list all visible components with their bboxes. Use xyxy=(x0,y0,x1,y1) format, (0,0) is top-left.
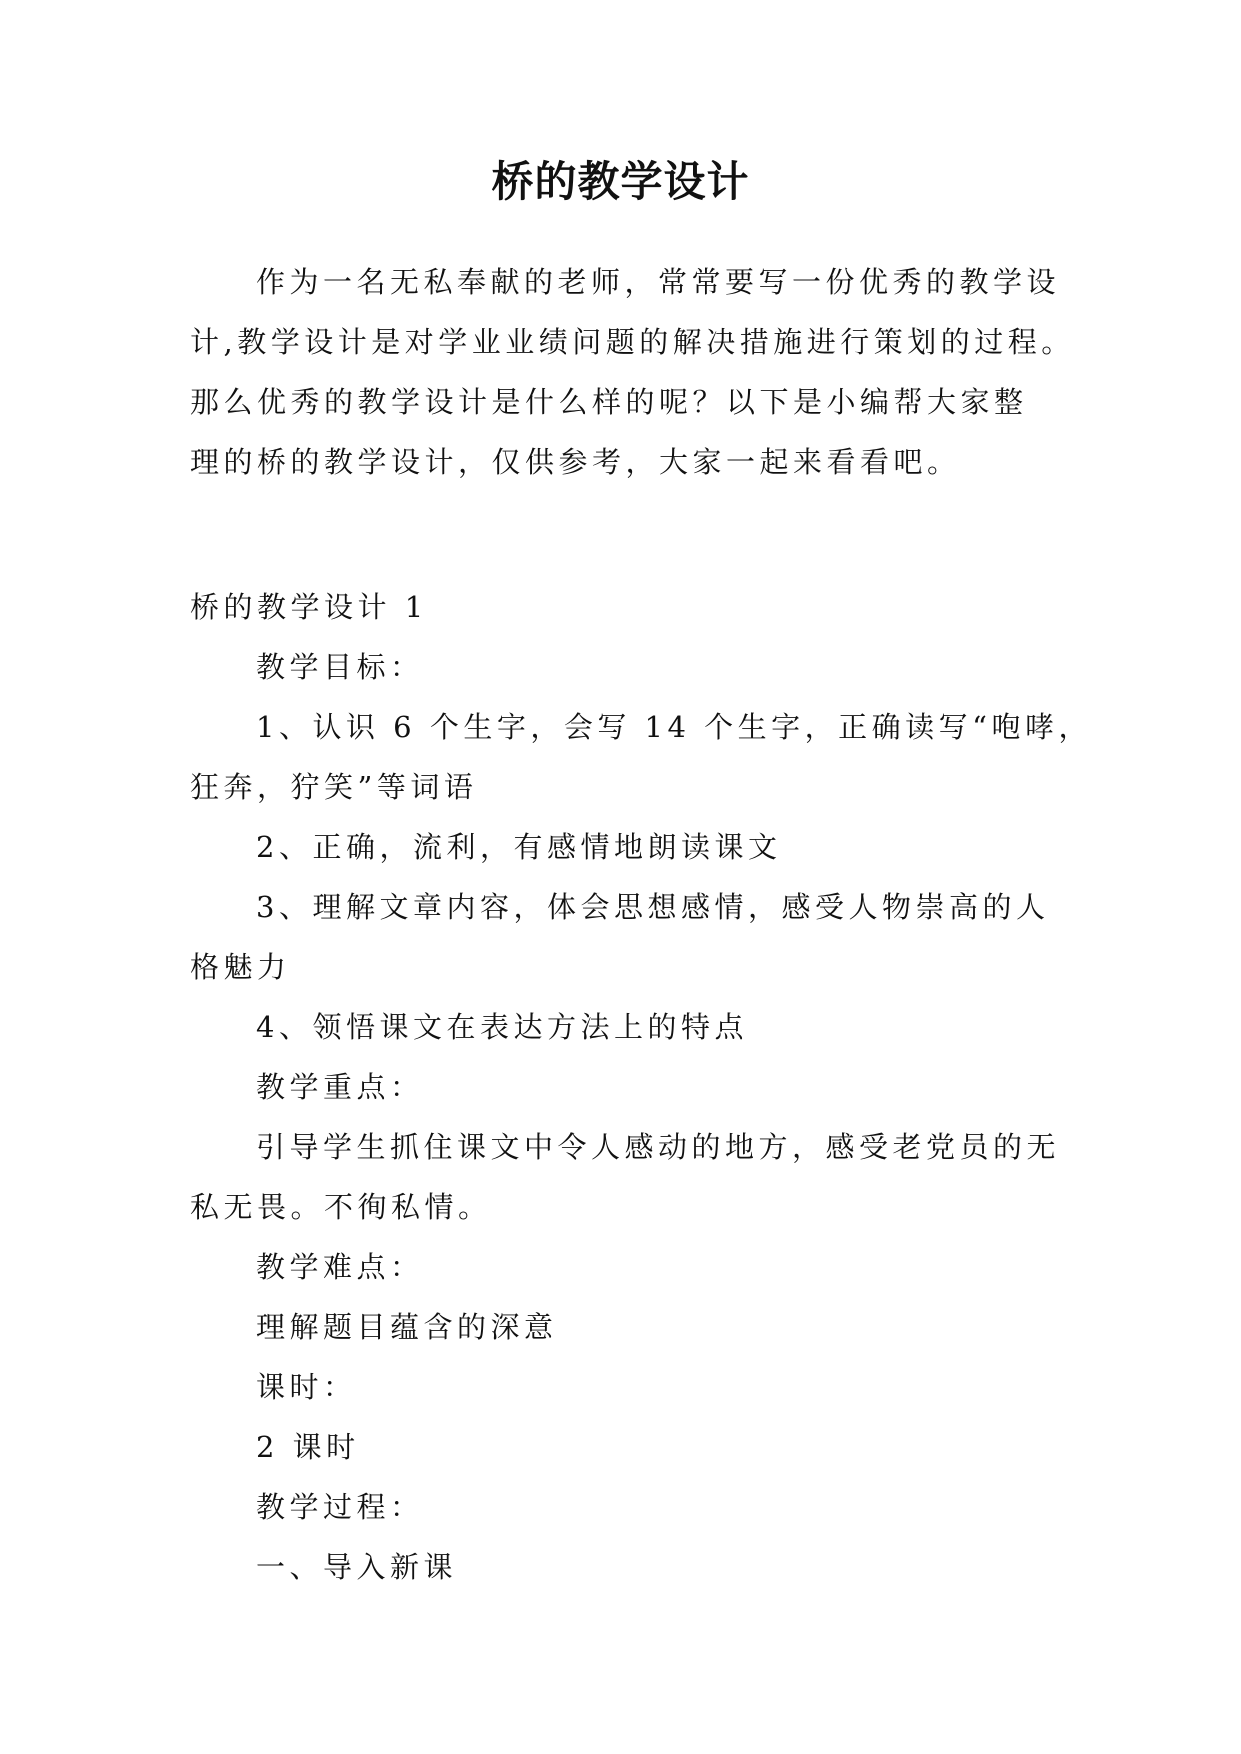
body-line: 2 课时 xyxy=(256,1430,360,1464)
body-line: 课时： xyxy=(256,1370,357,1404)
body-line: 教学过程： xyxy=(256,1490,424,1524)
section-body xyxy=(190,637,1093,1597)
body-line: 格魅力 xyxy=(190,950,291,984)
body-line: 3、理解文章内容，体会思想感情，感受人物崇高的人 xyxy=(256,890,1050,924)
body-line: 教学目标： xyxy=(256,650,424,684)
section-heading xyxy=(190,577,1052,637)
intro-line: 那么优秀的教学设计是什么样的呢？以下是小编帮大家整 xyxy=(190,385,1028,419)
document-title: 桥的教学设计 xyxy=(491,157,750,206)
intro-paragraph xyxy=(190,252,1075,492)
body-line: 4、领悟课文在表达方法上的特点 xyxy=(256,1010,748,1044)
body-line: 私无畏。不徇私情。 xyxy=(190,1190,492,1224)
intro-line: 作为一名无私奉献的老师，常常要写一份优秀的教学设 xyxy=(256,265,1061,299)
body-line: 引导学生抓住课文中令人感动的地方，感受老党员的无 xyxy=(256,1130,1061,1164)
body-line: 一、导入新课 xyxy=(256,1550,458,1584)
body-line: 2、正确，流利，有感情地朗读课文 xyxy=(256,830,782,864)
body-line: 狂奔，狞笑”等词语 xyxy=(190,770,478,804)
body-line: 1、认识 6 个生字，会写 14 个生字，正确读写“咆哮， xyxy=(256,710,1093,744)
section-heading-text: 桥的教学设计 1 xyxy=(190,590,428,624)
body-line: 教学难点： xyxy=(256,1250,424,1284)
body-line: 教学重点： xyxy=(256,1070,424,1104)
intro-line: 理的桥的教学设计，仅供参考，大家一起来看看吧。 xyxy=(190,445,961,479)
intro-line: 计,教学设计是对学业业绩问题的解决措施进行策划的过程。 xyxy=(190,325,1075,359)
body-line: 理解题目蕴含的深意 xyxy=(256,1310,558,1344)
